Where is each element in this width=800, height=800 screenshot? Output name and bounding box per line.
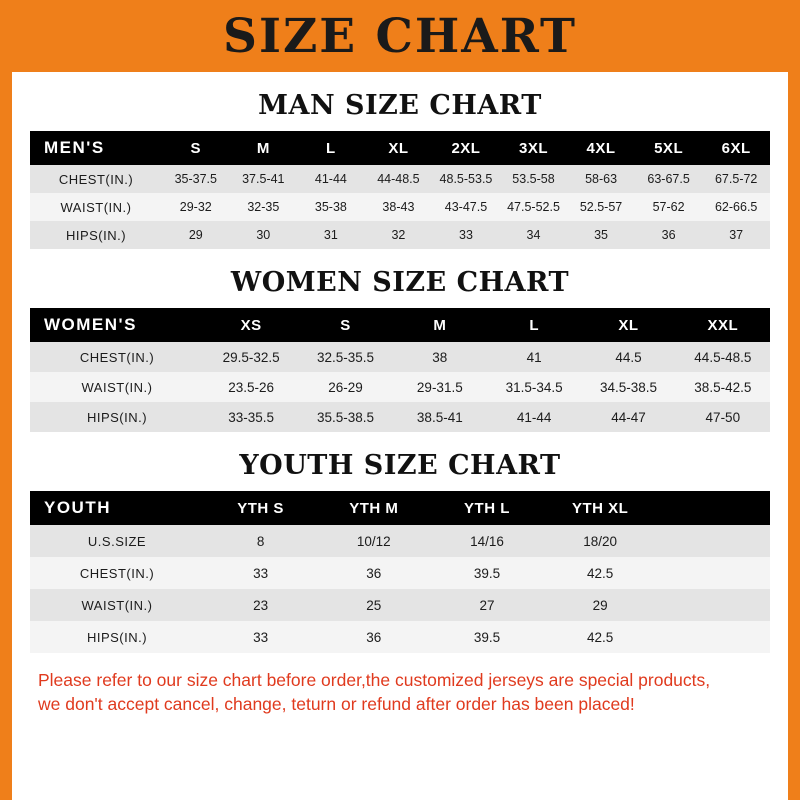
youth-waist-l: 27: [430, 589, 543, 621]
women-waist-xl: 34.5-38.5: [581, 372, 675, 402]
disclaimer-line-2: we don't accept cancel, change, teturn or refund after order has been placed!: [38, 693, 635, 714]
youth-hips-empty: [657, 621, 770, 653]
youth-ussize-s: 8: [204, 525, 317, 557]
youth-chest-l: 39.5: [430, 557, 543, 589]
men-table-body: [30, 165, 770, 249]
women-col-xs: XS: [204, 308, 298, 342]
men-waist-l: 35-38: [297, 193, 365, 221]
youth-waist-s: 23: [204, 589, 317, 621]
men-row-head: MEN'S: [30, 131, 162, 165]
table-row: [30, 525, 770, 557]
men-waist-label: WAIST(IN.): [30, 193, 162, 221]
men-waist-2xl: 43-47.5: [432, 193, 500, 221]
youth-waist-m: 25: [317, 589, 430, 621]
women-chest-xxl: 44.5-48.5: [676, 342, 770, 372]
men-waist-xl: 38-43: [365, 193, 433, 221]
youth-chest-xl: 42.5: [544, 557, 657, 589]
youth-col-empty: [657, 491, 770, 525]
women-hips-m: 38.5-41: [393, 402, 487, 432]
youth-hips-l: 39.5: [430, 621, 543, 653]
men-chest-label: CHEST(IN.): [30, 165, 162, 193]
men-hips-xl: 32: [365, 221, 433, 249]
women-waist-l: 31.5-34.5: [487, 372, 581, 402]
men-chest-xl: 44-48.5: [365, 165, 433, 193]
men-hips-l: 31: [297, 221, 365, 249]
banner-title: SIZE CHART: [223, 8, 577, 64]
men-hips-4xl: 35: [567, 221, 635, 249]
men-waist-3xl: 47.5-52.5: [500, 193, 568, 221]
youth-col-xl: YTH XL: [544, 491, 657, 525]
women-hips-xl: 44-47: [581, 402, 675, 432]
table-row: [30, 221, 770, 249]
men-hips-5xl: 36: [635, 221, 703, 249]
men-waist-6xl: 62-66.5: [702, 193, 770, 221]
youth-ussize-m: 10/12: [317, 525, 430, 557]
women-hips-s: 35.5-38.5: [298, 402, 392, 432]
women-waist-xxl: 38.5-42.5: [676, 372, 770, 402]
youth-waist-empty: [657, 589, 770, 621]
men-table-head: [30, 131, 770, 165]
men-chest-m: 37.5-41: [230, 165, 298, 193]
men-chest-6xl: 67.5-72: [702, 165, 770, 193]
youth-row-head: YOUTH: [30, 491, 204, 525]
men-col-3xl: 3XL: [500, 131, 568, 165]
youth-ussize-label: U.S.SIZE: [30, 525, 204, 557]
women-waist-m: 29-31.5: [393, 372, 487, 402]
women-chest-s: 32.5-35.5: [298, 342, 392, 372]
chart-content: [12, 90, 788, 716]
men-waist-5xl: 57-62: [635, 193, 703, 221]
men-hips-6xl: 37: [702, 221, 770, 249]
women-waist-label: WAIST(IN.): [30, 372, 204, 402]
men-waist-m: 32-35: [230, 193, 298, 221]
disclaimer-note: [38, 669, 762, 716]
women-chest-m: 38: [393, 342, 487, 372]
man-section-title: MAN SIZE CHART: [258, 90, 542, 121]
men-hips-2xl: 33: [432, 221, 500, 249]
men-chest-2xl: 48.5-53.5: [432, 165, 500, 193]
youth-chest-m: 36: [317, 557, 430, 589]
women-row-head: WOMEN'S: [30, 308, 204, 342]
women-hips-xs: 33-35.5: [204, 402, 298, 432]
women-col-l: L: [487, 308, 581, 342]
men-hips-3xl: 34: [500, 221, 568, 249]
men-col-5xl: 5XL: [635, 131, 703, 165]
women-col-xl: XL: [581, 308, 675, 342]
women-chest-l: 41: [487, 342, 581, 372]
women-table-head: [30, 308, 770, 342]
men-chest-s: 35-37.5: [162, 165, 230, 193]
men-header-row: [30, 131, 770, 165]
women-hips-l: 41-44: [487, 402, 581, 432]
men-chest-3xl: 53.5-58: [500, 165, 568, 193]
youth-hips-xl: 42.5: [544, 621, 657, 653]
table-row: [30, 372, 770, 402]
table-row: [30, 165, 770, 193]
table-row: [30, 589, 770, 621]
women-waist-s: 26-29: [298, 372, 392, 402]
youth-col-s: YTH S: [204, 491, 317, 525]
youth-header-row: [30, 491, 770, 525]
women-section-title: WOMEN SIZE CHART: [230, 267, 570, 298]
men-hips-s: 29: [162, 221, 230, 249]
women-waist-xs: 23.5-26: [204, 372, 298, 402]
youth-ussize-l: 14/16: [430, 525, 543, 557]
table-row: [30, 193, 770, 221]
table-row: [30, 342, 770, 372]
men-hips-m: 30: [230, 221, 298, 249]
men-col-2xl: 2XL: [432, 131, 500, 165]
men-col-4xl: 4XL: [567, 131, 635, 165]
women-col-s: S: [298, 308, 392, 342]
youth-hips-s: 33: [204, 621, 317, 653]
women-chest-label: CHEST(IN.): [30, 342, 204, 372]
youth-hips-label: HIPS(IN.): [30, 621, 204, 653]
women-table-body: [30, 342, 770, 432]
youth-chest-empty: [657, 557, 770, 589]
youth-waist-label: WAIST(IN.): [30, 589, 204, 621]
table-row: [30, 621, 770, 653]
youth-table-body: [30, 525, 770, 653]
men-chest-5xl: 63-67.5: [635, 165, 703, 193]
women-hips-xxl: 47-50: [676, 402, 770, 432]
men-size-table: [30, 131, 770, 249]
youth-hips-m: 36: [317, 621, 430, 653]
men-chest-l: 41-44: [297, 165, 365, 193]
men-hips-label: HIPS(IN.): [30, 221, 162, 249]
men-col-6xl: 6XL: [702, 131, 770, 165]
women-col-m: M: [393, 308, 487, 342]
table-row: [30, 557, 770, 589]
women-chest-xl: 44.5: [581, 342, 675, 372]
men-waist-4xl: 52.5-57: [567, 193, 635, 221]
disclaimer-line-1: Please refer to our size chart before order,the customized jerseys are special products,: [38, 670, 711, 690]
table-row: [30, 402, 770, 432]
youth-chest-s: 33: [204, 557, 317, 589]
women-col-xxl: XXL: [676, 308, 770, 342]
men-col-m: M: [230, 131, 298, 165]
youth-waist-xl: 29: [544, 589, 657, 621]
youth-section-title: YOUTH SIZE CHART: [239, 450, 561, 481]
men-waist-s: 29-32: [162, 193, 230, 221]
banner: [0, 0, 800, 72]
youth-ussize-xl: 18/20: [544, 525, 657, 557]
women-chest-xs: 29.5-32.5: [204, 342, 298, 372]
women-header-row: [30, 308, 770, 342]
men-chest-4xl: 58-63: [567, 165, 635, 193]
youth-ussize-empty: [657, 525, 770, 557]
men-col-xl: XL: [365, 131, 433, 165]
men-col-l: L: [297, 131, 365, 165]
youth-col-l: YTH L: [430, 491, 543, 525]
youth-size-table: [30, 491, 770, 653]
youth-col-m: YTH M: [317, 491, 430, 525]
youth-chest-label: CHEST(IN.): [30, 557, 204, 589]
women-hips-label: HIPS(IN.): [30, 402, 204, 432]
youth-table-head: [30, 491, 770, 525]
men-col-s: S: [162, 131, 230, 165]
women-size-table: [30, 308, 770, 432]
